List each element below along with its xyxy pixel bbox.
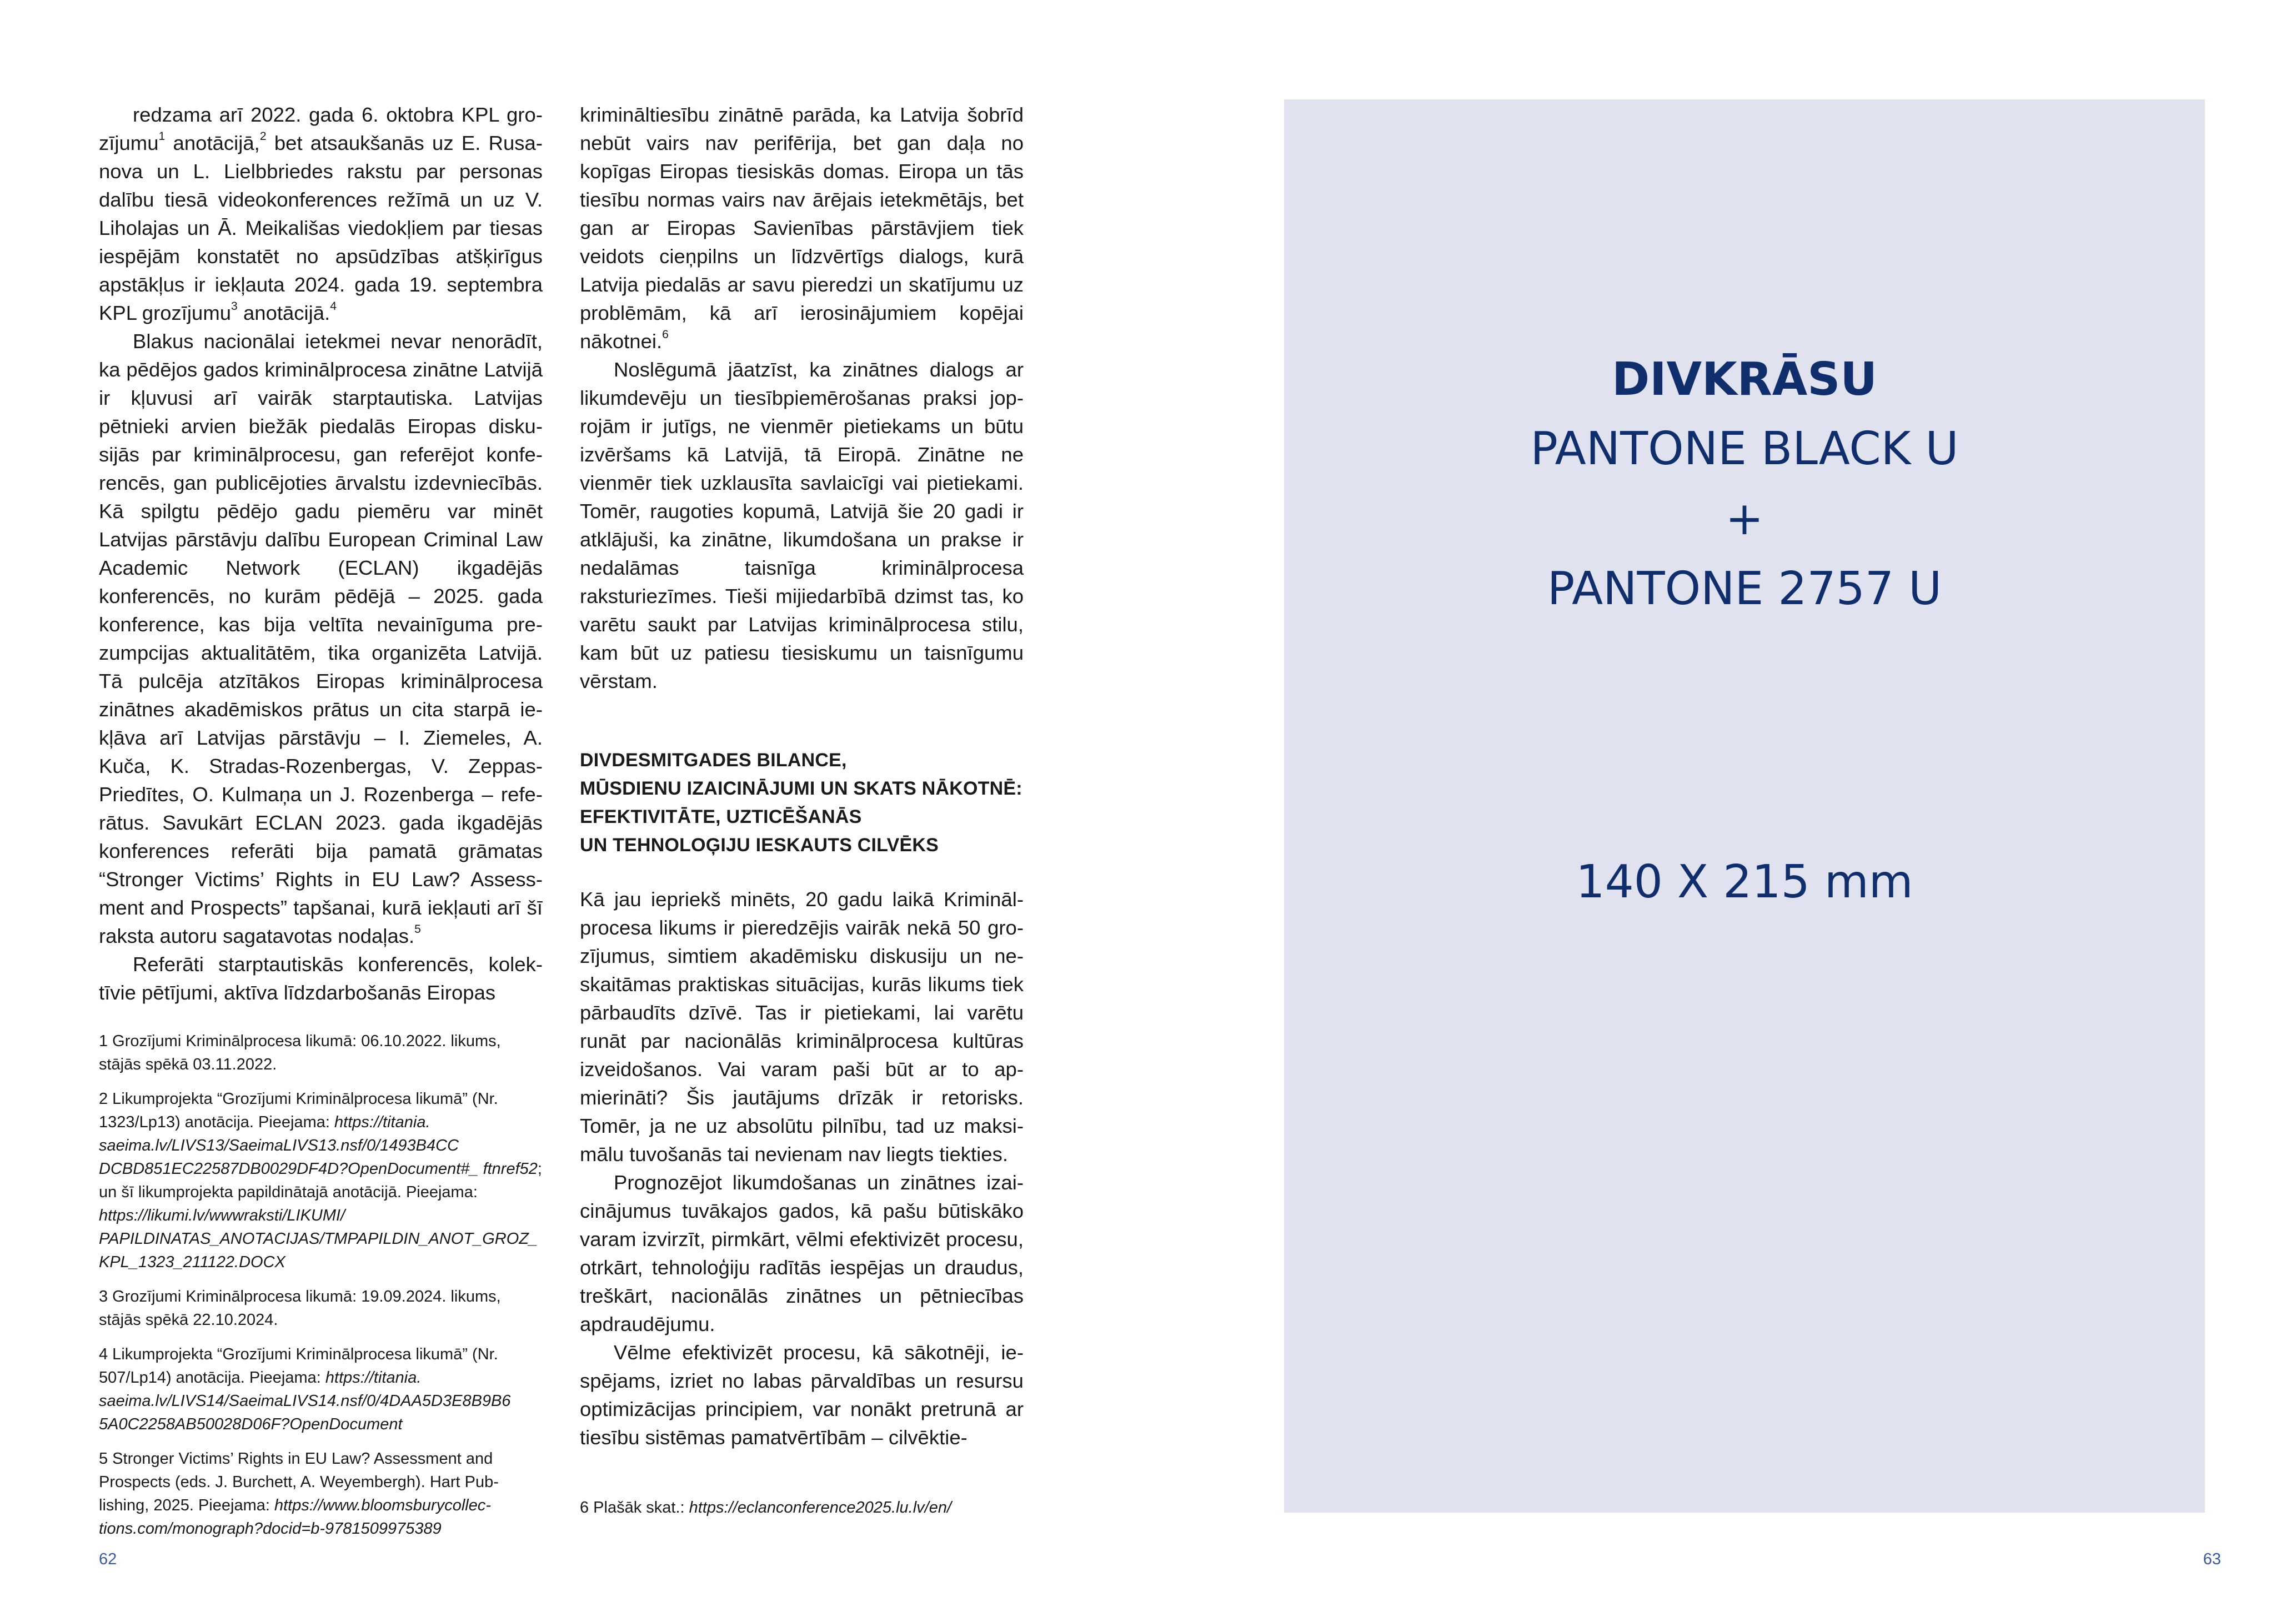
footnote-ref: 3 bbox=[231, 300, 238, 313]
placeholder-plus: + bbox=[1725, 493, 1764, 545]
left-body-text bbox=[99, 101, 543, 1007]
text-run: Blakus nacionālai ietekmei nevar nenorādīt, ka pēdējos gados kriminālprocesa zinātne Latvijā ir kļuvusi arī vairāk starptautiska. Latvijas pētnieki arvien biežāk piedalās Eiropas diskusijās par kriminālprocesu, gan referējot konferencēs, gan publicējoties ārvalstu izdevniecībās. Kā spilgtu pēdējo gadu piemēru var minēt Latvijas pārstāvju dalību European Criminal Law Academic Network (ECLAN) ikgadējās konferencēs, no kurām pēdējā – 2025. gada konference, kas bija veltīta nevainīguma prezumpcijas aktualitātēm, tika organizēta Latvijā. Tā pulcēja atzītākos Eiropas kriminālprocesa zinātnes akadēmiskos prātus un cita starpā iekļāva arī Latvijas pārstāvju – I. Ziemeles, A. Kuča, K. Stradas-Rozenbergas, V. Zeppas-Priedītes, O. Kulmaņa un J. Rozenberga – referātus. Savukārt ECLAN 2023. gada ikgadējās konferences referāti bija pamatā grāmatas “Stronger Victims’ Rights in EU Law? Assessment and Prospects” tapšanai, kurā iekļauti arī šī raksta autoru sagatavotas nodaļas. bbox=[99, 330, 543, 947]
paragraph bbox=[580, 1168, 1024, 1338]
section-heading-line: UN TEHNOLOĢIJU IESKAUTS CILVĒKS bbox=[580, 835, 939, 856]
paragraph bbox=[580, 355, 1024, 695]
footnote bbox=[580, 1496, 1024, 1519]
placeholder-color-2: PANTONE 2757 U bbox=[1547, 563, 1942, 615]
link-text: https://titania. saeima.lv/LIVS14/SaeimaLIVS14.nsf/0/4DAA5D3E8B9B6 5A0C2258AB50028D06F?OpenDocument bbox=[99, 1369, 511, 1433]
text-run: Noslēgumā jāatzīst, ka zinātnes dialogs ar likumdevēju un tiesībpiemērošanas praksi joprojām ir jutīgs, ne vienmēr pietiekams un būtu izvēršams kā Latvijā, tā Eiropā. Zinātne ne vienmēr tiek uzklausīta savlaicīgi vai pietiekami. Tomēr, raugoties kopumā, Latvijā šie 20 gadi ir atklājuši, ka zinātne, likumdošana un prakse ir nedalāmas taisnīga kriminālprocesa raksturiezīmes. Tieši mijiedarbībā dzimst tas, ko varētu saukt par Latvijas kriminālprocesa stilu, kam būt uz patiesu tiesiskumu un taisnīgumu vērstam. bbox=[580, 358, 1024, 692]
footnote-ref: 1 bbox=[158, 130, 166, 143]
text-run: krimināltiesību zinātnē parāda, ka Latvija šobrīd nebūt vairs nav perifērija, bet gan daļa no kopīgas Eiropas tiesiskās domas. Eiropa un tās tiesību normas vairs nav ārējais ietekmētājs, bet gan ar Eiropas Savienības pārstāvjiem tiek veidots cieņpilns un līdzvērtīgs dialogs, kurā Latvija piedalās ar savu pieredzi un skatījumu uz problēmām, kā arī ierosinājumiem kopējai nākotnei. bbox=[580, 103, 1024, 353]
middle-body-text-bottom bbox=[580, 885, 1024, 1452]
footnote-ref: 5 bbox=[414, 923, 421, 936]
placeholder-color-1: PANTONE BLACK U bbox=[1530, 423, 1959, 475]
text-run: Referāti starptautiskās konferencēs, kolektīvie pētījumi, aktīva līdzdarbošanās Eiropas bbox=[99, 953, 543, 1004]
text-run: Prognozējot likumdošanas un zinātnes izaicinājumus tuvākajos gados, kā pašu būtiskāko varam izvirzīt, pirmkārt, vēlmi efektivizēt procesu, otrkārt, tehnoloģiju radītās iespējas un draudus, treškārt, nacionālās zinātnes un pētniecības apdraudējumu. bbox=[580, 1171, 1024, 1335]
footnote-ref: 4 bbox=[330, 300, 337, 313]
text-run: 1 Grozījumi Kriminālprocesa likumā: 06.10.2022. likums, stājās spēkā 03.11.2022. bbox=[99, 1032, 501, 1073]
text-run: 2 Likumprojekta “Grozījumi Kriminālprocesa likumā” (Nr. 1323/Lp13) anotācija. Pieejama: bbox=[99, 1090, 498, 1131]
section-heading-line: DIVDESMITGADES BILANCE, bbox=[580, 750, 847, 771]
text-run: redzama arī 2022. gada 6. oktobra KPL grozījumu bbox=[99, 103, 543, 154]
text-run: 3 Grozījumi Kriminālprocesa likumā: 19.09.2024. likums, stājās spēkā 22.10.2024. bbox=[99, 1288, 501, 1329]
middle-footnotes bbox=[580, 1496, 1024, 1530]
paragraph bbox=[99, 101, 543, 327]
footnote bbox=[99, 1343, 543, 1436]
middle-body-text-top bbox=[580, 101, 1024, 695]
text-run: 4 Likumprojekta “Grozījumi Kriminālprocesa likumā” (Nr. 507/Lp14) anotācija. Pieejama: bbox=[99, 1345, 498, 1387]
paragraph bbox=[580, 101, 1024, 355]
footnote bbox=[99, 1447, 543, 1540]
placeholder-dimensions: 140 X 215 mm bbox=[1576, 856, 1913, 908]
paragraph bbox=[580, 885, 1024, 1168]
page-number-right: 63 bbox=[2203, 1550, 2221, 1568]
page-number-left: 62 bbox=[99, 1550, 117, 1568]
text-run: Kā jau iepriekš minēts, 20 gadu laikā Kriminālprocesa likums ir pieredzējis vairāk nekā 50 grozījumus, simtiem akadēmisku diskusiju un neskaitāmas praktiskas situācijas, kurās likums tiek pārbaudīts dzīvē. Tas ir pietiekami, lai varētu runāt par nacionālās kriminālprocesa kultūras izveidošanos. Vai varam paši būt ar to apmierināti? Šis jautājums drīzāk ir retorisks. Tomēr, ja ne uz absolūtu pilnību, tad uz maksimālu tuvošanās tai nevienam nav liegts tiekties. bbox=[580, 888, 1024, 1166]
left-footnotes bbox=[99, 1030, 543, 1551]
text-run: anotācijā, bbox=[165, 132, 260, 154]
text-run: bet atsaukšanās uz E. Rusanova un L. Lielbbriedes rakstu par personas dalību tiesā videokonferences režīmā un uz V. Liholajas un Ā. Meikališas viedokļiem par tiesas iespējām konstatēt no apsūdzības atšķirīgus apstākļus ir iekļauta 2024. gada 19. septembra KPL grozījumu bbox=[99, 132, 543, 324]
section-heading bbox=[580, 746, 1057, 860]
link-text: https://www.bloomsburycollections.com/monograph?docid=b-9781509975389 bbox=[99, 1496, 492, 1538]
paragraph bbox=[99, 327, 543, 950]
text-run: 5 Stronger Victims’ Rights in EU Law? Assessment and Prospects (eds. J. Burchett, A. Weyembergh). Hart Publishing, 2025. Pieejama: bbox=[99, 1450, 499, 1514]
footnote-ref: 6 bbox=[662, 328, 669, 342]
link-text: https://titania. saeima.lv/LIVS13/SaeimaLIVS13.nsf/0/1493B4CC DCBD851EC22587DB0029DF4D?OpenDocument#_ ftnref52 bbox=[99, 1113, 538, 1178]
text-run: anotācijā. bbox=[237, 302, 330, 324]
text-run: Vēlme efektivizēt procesu, kā sākotnēji, iespējams, izriet no labas pārvaldības un resursu optimizācijas principiem, var nonākt pretrunā ar tiesību sistēmas pamatvērtībām – cilvēktie- bbox=[580, 1341, 1024, 1449]
paragraph bbox=[580, 1338, 1024, 1452]
footnote-ref: 2 bbox=[259, 130, 267, 143]
footnote bbox=[99, 1087, 543, 1274]
link-text: https://likumi.lv/wwwraksti/LIKUMI/ PAPILDINATAS_ANOTACIJAS/TMPAPILDIN_ANOT_GROZ_ KPL_1323_211122.DOCX bbox=[99, 1207, 538, 1271]
text-run: 6 Plašāk skat.: bbox=[580, 1499, 689, 1516]
footnote bbox=[99, 1285, 543, 1332]
link-text: https://eclanconference2025.lu.lv/en/ bbox=[689, 1499, 952, 1516]
footnote bbox=[99, 1030, 543, 1076]
section-heading-line: MŪSDIENU IZAICINĀJUMI UN SKATS NĀKOTNĒ: bbox=[580, 778, 1022, 799]
placeholder-title: DIVKRĀSU bbox=[1612, 353, 1877, 406]
print-spec-placeholder bbox=[1284, 99, 2205, 1513]
paragraph bbox=[99, 950, 543, 1007]
text-run: ; un šī likumprojekta papildinātajā anotācijā. Pieejama: bbox=[99, 1160, 542, 1201]
section-heading-line: EFEKTIVITĀTE, UZTICĒŠANĀS bbox=[580, 806, 862, 827]
